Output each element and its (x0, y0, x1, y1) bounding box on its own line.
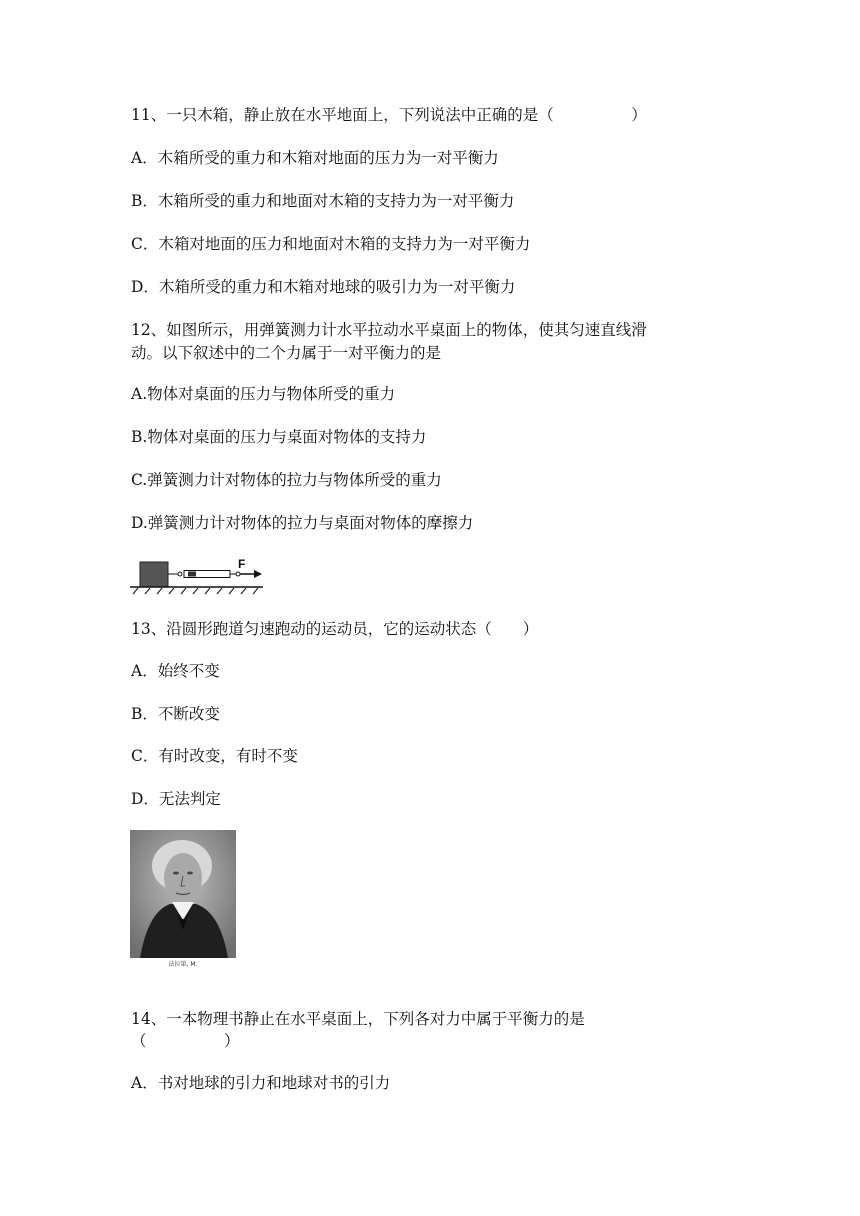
portrait-photo (130, 830, 236, 958)
q11-option-a: A．木箱所受的重力和木箱对地面的压力为一对平衡力 (131, 149, 499, 167)
force-label: F (238, 557, 246, 571)
spring-scale (168, 571, 240, 578)
portrait-image (130, 830, 236, 972)
q11-option-c: C．木箱对地面的压力和地面对木箱的支持力为一对平衡力 (131, 235, 531, 253)
q13-option-b: B．不断改变 (131, 705, 220, 723)
portrait-caption: 法拉第, M. (168, 961, 198, 968)
q14-option-a: A．书对地球的引力和地球对书的引力 (131, 1074, 391, 1092)
q12-stem-line1: 12、如图所示，用弹簧测力计水平拉动水平桌面上的物体，使其匀速直线滑 (131, 321, 647, 339)
table-hatching (133, 588, 258, 594)
q12-option-d: D.弹簧测力计对物体的拉力与桌面对物体的摩擦力 (131, 514, 474, 532)
q13-option-d: D．无法判定 (131, 790, 221, 808)
q14-stem-line1: 14、一本物理书静止在水平桌面上，下列各对力中属于平衡力的是 (131, 1010, 585, 1028)
q13-option-c: C．有时改变，有时不变 (131, 747, 298, 765)
force-arrow-head (254, 570, 262, 578)
q11-stem: 11、一只木箱，静止放在水平地面上，下列说法中正确的是（ ） (131, 106, 647, 124)
q13-option-a: A．始终不变 (131, 662, 220, 680)
q12-stem-line2: 动。以下叙述中的二个力属于一对平衡力的是 (131, 344, 442, 362)
q13-stem: 13、沿圆形跑道匀速跑动的运动员，它的运动状态（ ） (131, 620, 539, 638)
q12-option-c: C.弹簧测力计对物体的拉力与物体所受的重力 (131, 471, 442, 489)
q11-option-d: D．木箱所受的重力和木箱对地球的吸引力为一对平衡力 (131, 278, 516, 296)
block (140, 562, 168, 587)
q12-option-a: A.物体对桌面的压力与物体所受的重力 (131, 385, 396, 403)
q14-stem-line2: （ ） (131, 1032, 240, 1050)
q11-option-b: B．木箱所受的重力和地面对木箱的支持力为一对平衡力 (131, 192, 515, 210)
q12-option-b: B.物体对桌面的压力与桌面对物体的支持力 (131, 428, 427, 446)
spring-scale-figure (128, 556, 268, 596)
